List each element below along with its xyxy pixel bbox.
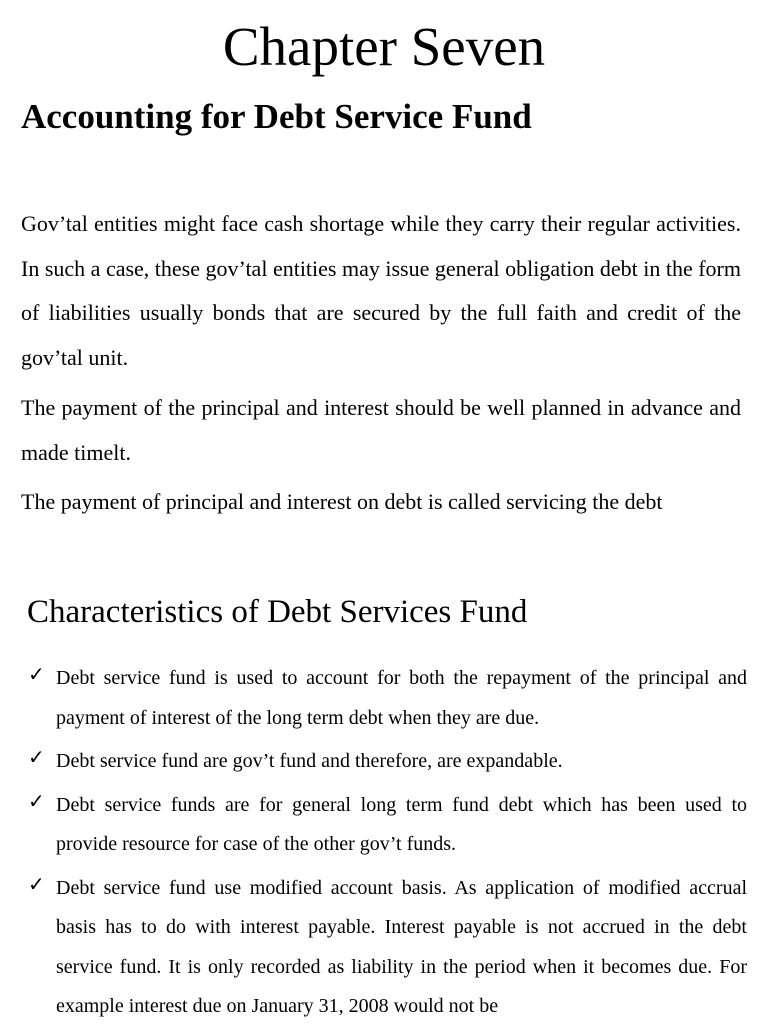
checkmark-icon: ✓ [28, 747, 45, 769]
list-item-text: Debt service fund is used to account for both the repayment of the principal and payment of interest of the long term debt when they are due. [56, 667, 747, 729]
list-item-text: Debt service fund use modified account basis. As application of modified accrual basis has to do with interest payable. Interest payable is not accrued in the debt service fund. It is only recorded as liability in the period when it becomes due. For example interest due on January 31, 2008 would not be [56, 876, 747, 1017]
list-item [0, 659, 747, 738]
list-item [0, 742, 747, 782]
checkmark-icon: ✓ [28, 790, 45, 813]
checkmark-icon: ✓ [28, 664, 45, 686]
section-title: Accounting for Debt Service Fund [21, 97, 532, 136]
list-item [0, 869, 747, 1027]
paragraph: The payment of principal and interest on debt is called servicing the debt [21, 489, 663, 514]
list-item-text: Debt service funds are for general long term fund debt which has been used to provide resource for case of the other gov’t funds. [56, 793, 747, 855]
list-item-text: Debt service fund are gov’t fund and therefore, are expandable. [56, 750, 563, 772]
characteristics-list [0, 659, 768, 1031]
paragraph: The payment of the principal and interest should be well planned in advance and made timelt. [21, 395, 741, 465]
list-item [0, 786, 747, 865]
checkmark-icon: ✓ [28, 873, 45, 896]
characteristics-heading: Characteristics of Debt Services Fund [27, 594, 528, 630]
paragraph: Gov’tal entities might face cash shortage while they carry their regular activities. In such a case, these gov’tal entities may issue general obligation debt in the form of liabilities usually bonds that are secured by the full faith and credit of the gov’tal unit. [21, 211, 741, 370]
chapter-title: Chapter Seven [222, 16, 546, 77]
